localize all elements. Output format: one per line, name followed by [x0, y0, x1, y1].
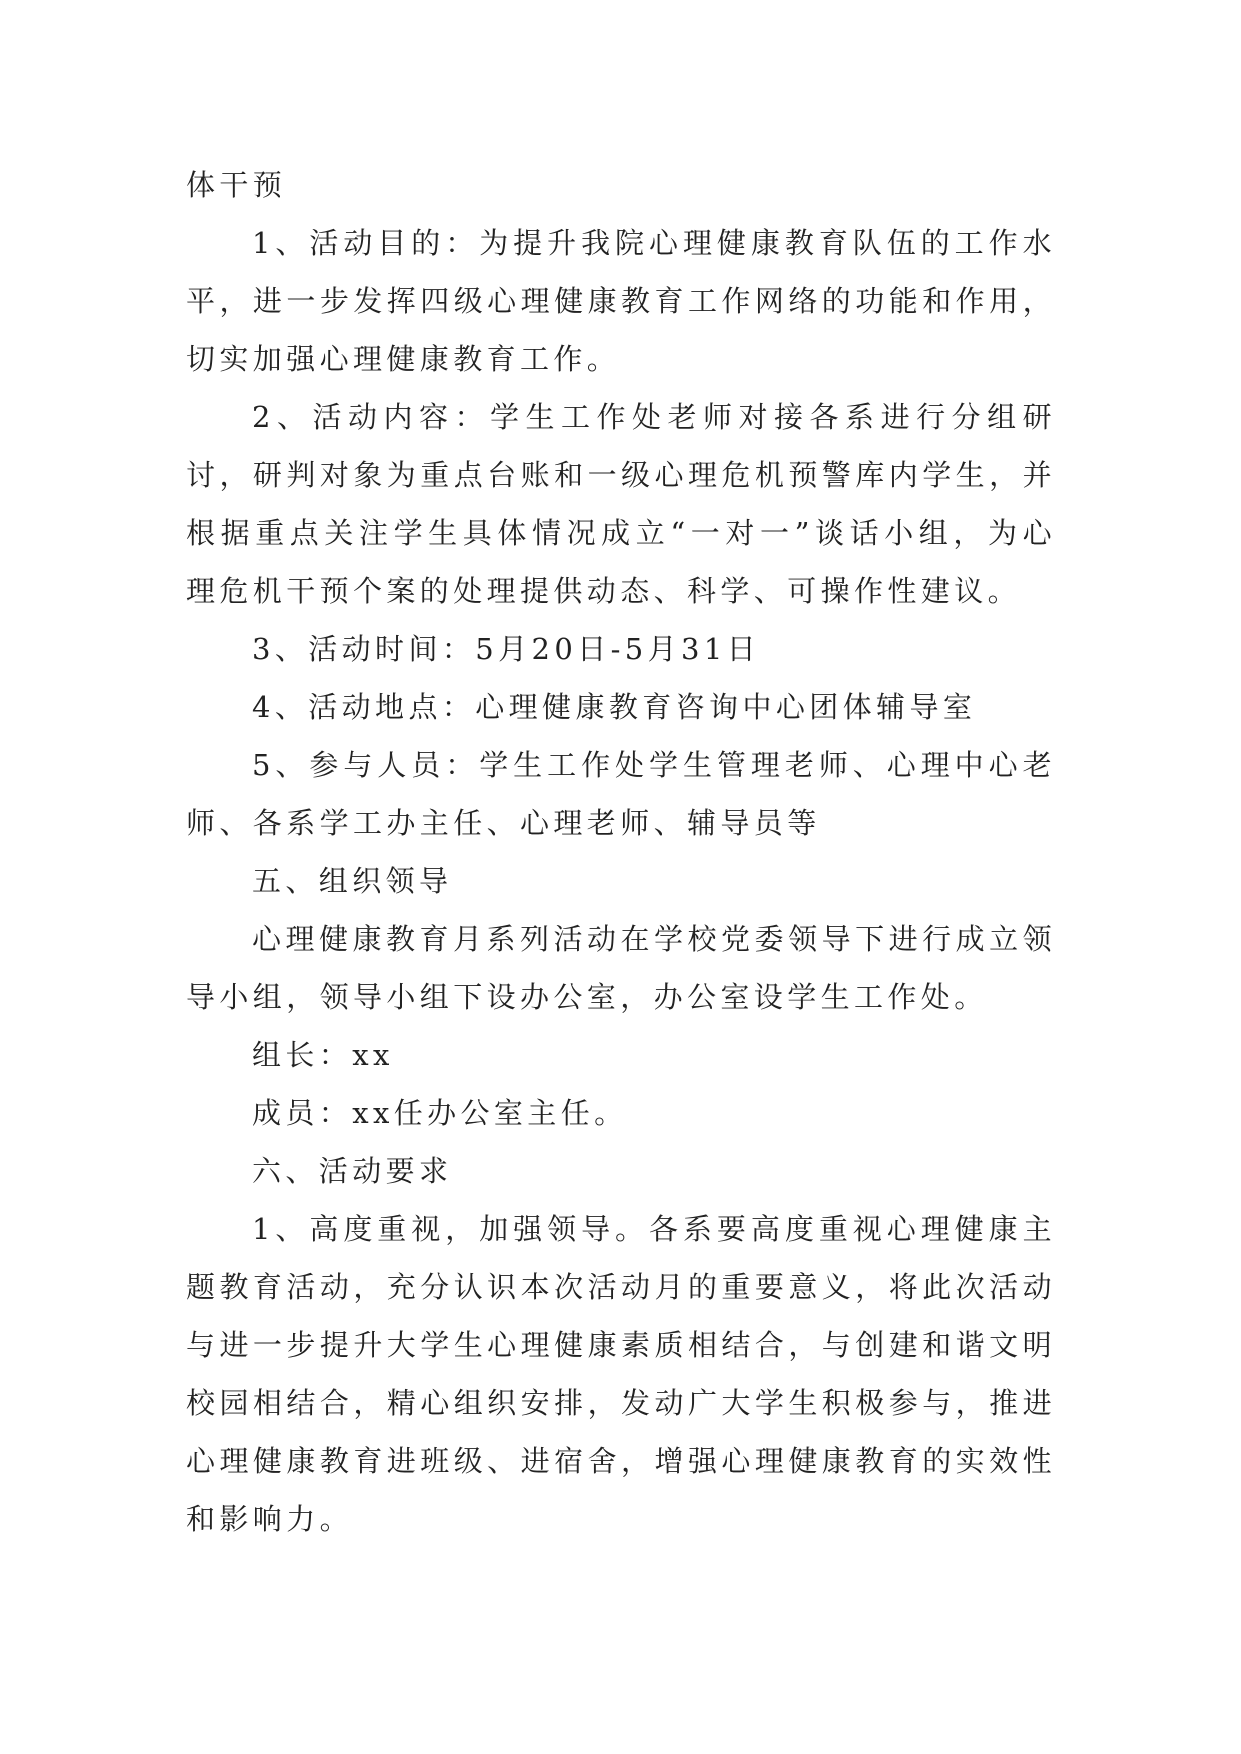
paragraph-activity-location: 4、活动地点：心理健康教育咨询中心团体辅导室	[252, 690, 977, 724]
paragraph-organization: 心理健康教育月系列活动在学校党委领导下进行成立领导小组，领导小组下设办公室，办公室设学生工作处。	[186, 922, 1056, 1014]
paragraph-group-leader: 组长：xx	[252, 1038, 394, 1072]
paragraph-requirement-1: 1、高度重视，加强领导。各系要高度重视心理健康主题教育活动，充分认识本次活动月的重要意义，将此次活动与进一步提升大学生心理健康素质相结合，与创建和谐文明校园相结合，精心组织安排，发动广大学生积极参与，推进心理健康教育进班级、进宿舍，增强心理健康教育的实效性和影响力。	[186, 1212, 1056, 1536]
paragraph-activity-purpose: 1、活动目的：为提升我院心理健康教育队伍的工作水平，进一步发挥四级心理健康教育工作网络的功能和作用，切实加强心理健康教育工作。	[186, 226, 1056, 376]
paragraph-activity-content: 2、活动内容：学生工作处老师对接各系进行分组研讨，研判对象为重点台账和一级心理危机预警库内学生，并根据重点关注学生具体情况成立“一对一”谈话小组，为心理危机干预个案的处理提供动态、科学、可操作性建议。	[186, 400, 1056, 608]
paragraph-members: 成员：xx任办公室主任。	[252, 1096, 628, 1130]
section-heading-organization: 五、组织领导	[252, 864, 453, 898]
paragraph-continued-heading: 体干预	[186, 168, 287, 202]
document-body	[186, 156, 1056, 1548]
paragraph-activity-time: 3、活动时间：5月20日-5月31日	[252, 632, 761, 666]
section-heading-requirements: 六、活动要求	[252, 1154, 453, 1188]
paragraph-participants: 5、参与人员：学生工作处学生管理老师、心理中心老师、各系学工办主任、心理老师、辅导员等	[186, 748, 1056, 840]
